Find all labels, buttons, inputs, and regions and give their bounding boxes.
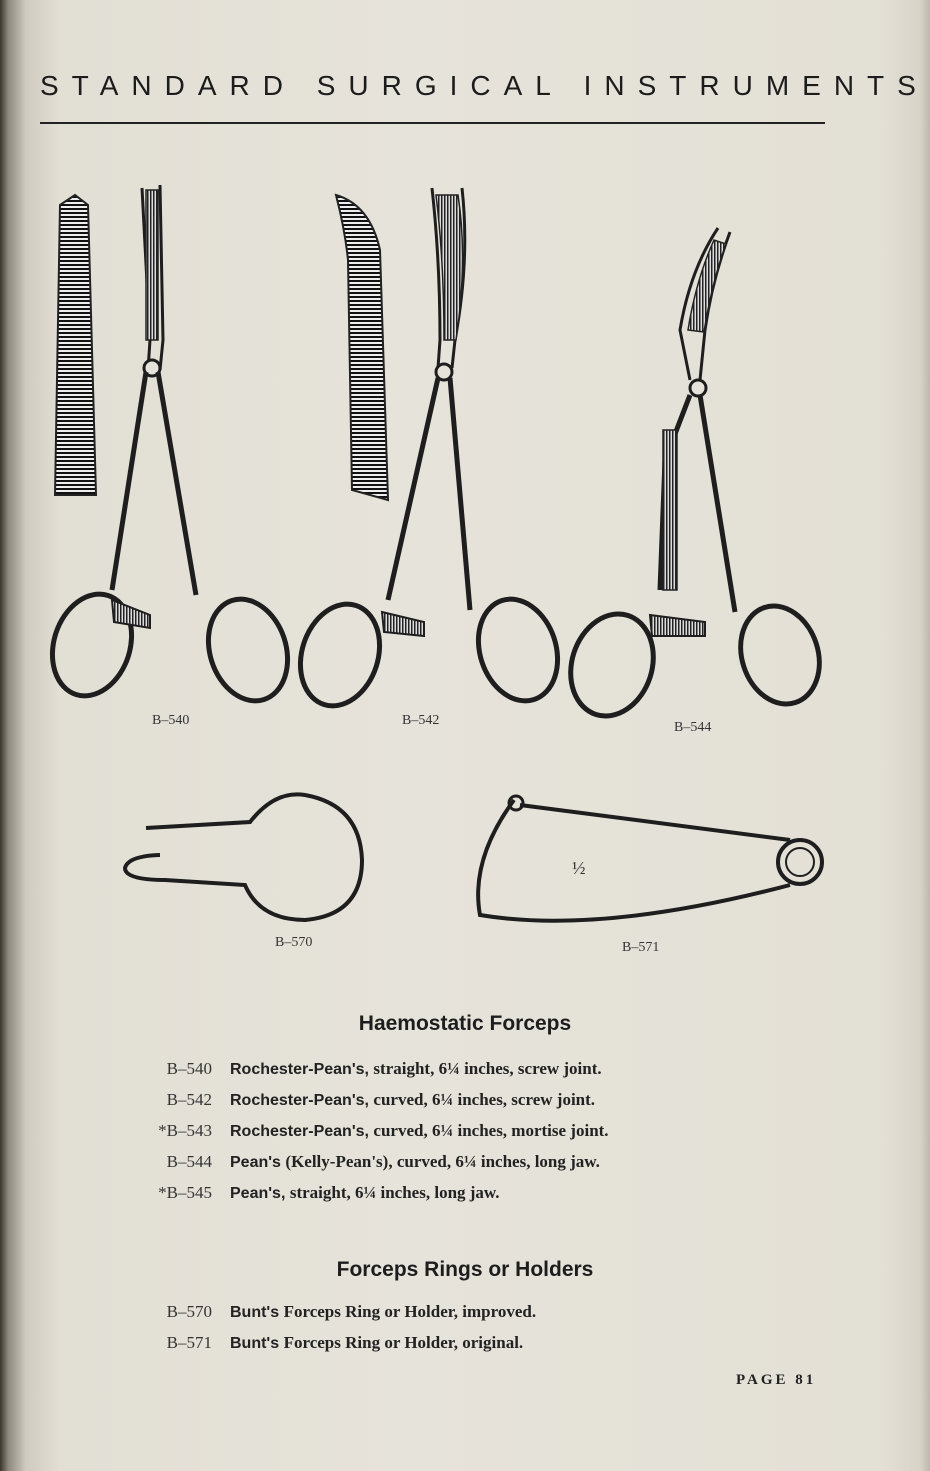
item-code: *B–543 [158, 1121, 212, 1140]
list-item [150, 1059, 790, 1085]
item-code: B–542 [166, 1090, 212, 1109]
item-text [230, 1183, 500, 1203]
b540-jaw-detail [55, 195, 96, 495]
item-text [230, 1121, 609, 1141]
list-item [150, 1090, 790, 1116]
item-name: Pean's, [230, 1185, 286, 1202]
b570-ring-holder [125, 794, 362, 920]
item-desc: (Kelly-Pean's), curved, 6¼ inches, long jaw. [285, 1152, 600, 1171]
b542-jaw-detail [336, 195, 388, 500]
item-desc: Forceps Ring or Holder, improved. [283, 1302, 537, 1321]
b542-forceps [288, 188, 570, 716]
item-text [230, 1152, 600, 1172]
item-name: Rochester-Pean's, [230, 1061, 369, 1078]
list-item [150, 1121, 790, 1147]
item-text [230, 1333, 523, 1353]
list-item [150, 1183, 790, 1209]
item-code: *B–545 [158, 1183, 212, 1202]
figure-label-b571: B–571 [622, 940, 660, 955]
list-item [150, 1152, 790, 1178]
item-code: B–571 [166, 1333, 212, 1352]
section-title-forceps-rings: Forceps Rings or Holders [336, 1258, 594, 1281]
item-text [230, 1302, 536, 1322]
figure-label-b540: B–540 [152, 713, 190, 728]
item-desc: straight, 6¼ inches, screw joint. [373, 1059, 602, 1078]
b544-forceps [558, 228, 832, 727]
item-desc: curved, 6¼ inches, screw joint. [373, 1090, 596, 1109]
list-item [150, 1302, 790, 1328]
item-name: Rochester-Pean's, [230, 1092, 369, 1109]
b571-ring-holder [478, 796, 822, 921]
figure-label-b570: B–570 [275, 935, 313, 950]
item-code: B–570 [166, 1302, 212, 1321]
item-desc: Forceps Ring or Holder, original. [283, 1333, 524, 1352]
scale-mark: ½ [572, 858, 586, 878]
page-title: STANDARD SURGICAL INSTRUMENTS [40, 70, 929, 101]
item-name: Pean's [230, 1154, 281, 1171]
item-name: Bunt's [230, 1304, 280, 1321]
page-number: PAGE 81 [736, 1372, 817, 1388]
item-name: Rochester-Pean's, [230, 1123, 369, 1140]
item-desc: curved, 6¼ inches, mortise joint. [373, 1121, 609, 1140]
section-title-haemostatic-forceps: Haemostatic Forceps [358, 1012, 572, 1035]
item-name: Bunt's [230, 1335, 280, 1352]
item-text [230, 1090, 595, 1110]
figure-label-b542: B–542 [402, 713, 440, 728]
item-code: B–540 [166, 1059, 212, 1078]
item-desc: straight, 6¼ inches, long jaw. [289, 1183, 500, 1202]
item-text [230, 1059, 602, 1079]
list-item [150, 1333, 790, 1359]
item-code: B–544 [166, 1152, 212, 1171]
figure-label-b544: B–544 [674, 720, 712, 735]
